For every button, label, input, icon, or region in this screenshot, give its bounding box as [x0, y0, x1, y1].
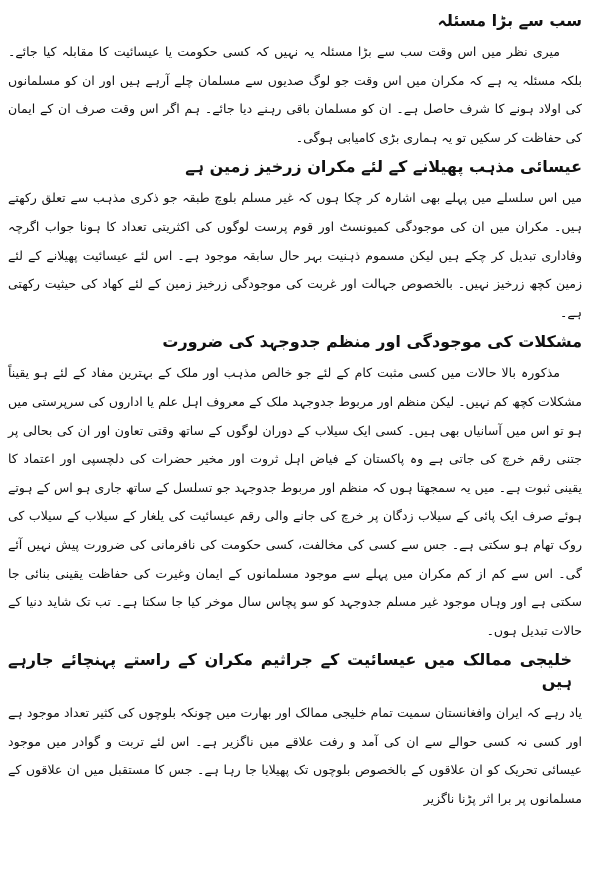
section-fertile-ground [8, 156, 582, 327]
section-paragraph: مذکورہ بالا حالات میں کسی مثبت کام کے لئے جو خالص مذہب اور ملک کے بہترین مفاد کے لئے ہو یقیناً مشکلات کچھ کم نہیں۔ لیکن منظم اور مربوط جدوجہد ملک کے معروف اہل علم یا اداروں کی سرپرستی میں ہو تو اس میں آسانیاں بھی ہیں۔ کسی ایک سیلاب کے دوران لوگوں کے ساتھ وقتی تعاون اور ان کی بحالی پر جتنی رقم خرچ کی جاتی ہے وہ پاکستان کے فیاض اہل ثروت اور مخیر حضرات کی دلچسپی اور اعتماد کا یقینی ثبوت ہے۔ میں یہ سمجھتا ہوں کہ منظم اور مربوط جدوجہد جو تسلسل کے ساتھ جاری ہو اس کے ہوتے ہوئے صرف ایک پائی کے سیلاب زدگان پر خرچ کی جانے والی رقم عیسائیت کی یلغار کے سیلاب کے سیلاب کی روک تھام ہو سکتی ہے۔ جس سے کسی کی مخالفت، کسی حکومت کی نافرمانی کی ضرورت پیش نہیں آئے گی۔ اس سے کم از کم مکران میں پہلے سے موجود مسلمانوں کے ایمان وغیرت کی حفاظت یقینی بنائی جا سکتی ہے اور وہاں موجود غیر مسلم جدوجہد کو سو پچاس سال موخر کیا جا سکتا ہے۔ تب تک شاید دنیا کے حالات تبدیل ہوں۔ [8, 365, 582, 638]
section-paragraph: یاد رہے کہ ایران وافغانستان سمیت تمام خلیجی ممالک اور بھارت میں چونکہ بلوچوں کی کثیر تعداد موجود ہے اور کسی نہ کسی حوالے سے ان کی آمد و رفت علاقے میں ناگزیر ہے۔ اس لئے تربت و گوادر میں موجود عیسائی تحریک کو ان علاقوں کے بالخصوص بلوچوں تک پھیلایا جا رہا ہے۔ جس کا مستقبل میں ان علاقوں کے مسلمانوں پر برا اثر پڑنا ناگزیر [8, 705, 582, 807]
section-heading: عیسائی مذہب پھیلانے کے لئے مکران زرخیز زمین ہے [185, 157, 582, 177]
section-gulf-countries [8, 649, 582, 813]
section-biggest-issue [8, 10, 582, 152]
section-paragraph: میری نظر میں اس وقت سب سے بڑا مسئلہ یہ نہیں کہ کسی حکومت یا عیسائیت کا مقابلہ کیا جائے۔ بلکہ مسئلہ یہ ہے کہ مکران میں اس وقت جو لوگ صدیوں سے مسلمان چلے آرہے ہیں اور ان کو مسلمانوں کی اولاد ہونے کا شرف حاصل ہے۔ ان کو مسلمان باقی رہنے دیا جائے۔ ہم اگر اس وقت صرف ان کے ایمان کی حفاظت کر سکیں تو یہ ہماری بڑی کامیابی ہوگی۔ [8, 44, 582, 145]
section-heading: خلیجی ممالک میں عیسائیت کے جراثیم مکران کے راستے پہنچائے جارہے ہیں [8, 650, 572, 692]
section-paragraph: میں اس سلسلے میں پہلے بھی اشارہ کر چکا ہوں کہ غیر مسلم بلوچ طبقہ جو ذکری مذہب سے تعلق رکھتے ہیں۔ مکران میں ان کی موجودگی کمیونسٹ اور قوم پرست لوگوں کی اکثریتی تعداد کا ہونا جواب اگرچہ وفاداری تبدیل کر چکے ہیں لیکن مسموم ذہنیت بہر حال سابقہ موجود ہے۔ اس لئے عیسائیت پھیلانے کے لئے زمین کچھ زرخیز نہیں۔ بالخصوص جہالت اور غربت کی موجودگی زرخیز زمین کے لئے کھاد کی حیثیت رکھتی ہے۔ [8, 190, 582, 320]
section-heading: مشکلات کی موجودگی اور منظم جدوجہد کی ضرورت [162, 332, 582, 352]
section-heading: سب سے بڑا مسئلہ [437, 11, 582, 30]
document-page [8, 10, 582, 818]
section-difficulties [8, 331, 582, 645]
